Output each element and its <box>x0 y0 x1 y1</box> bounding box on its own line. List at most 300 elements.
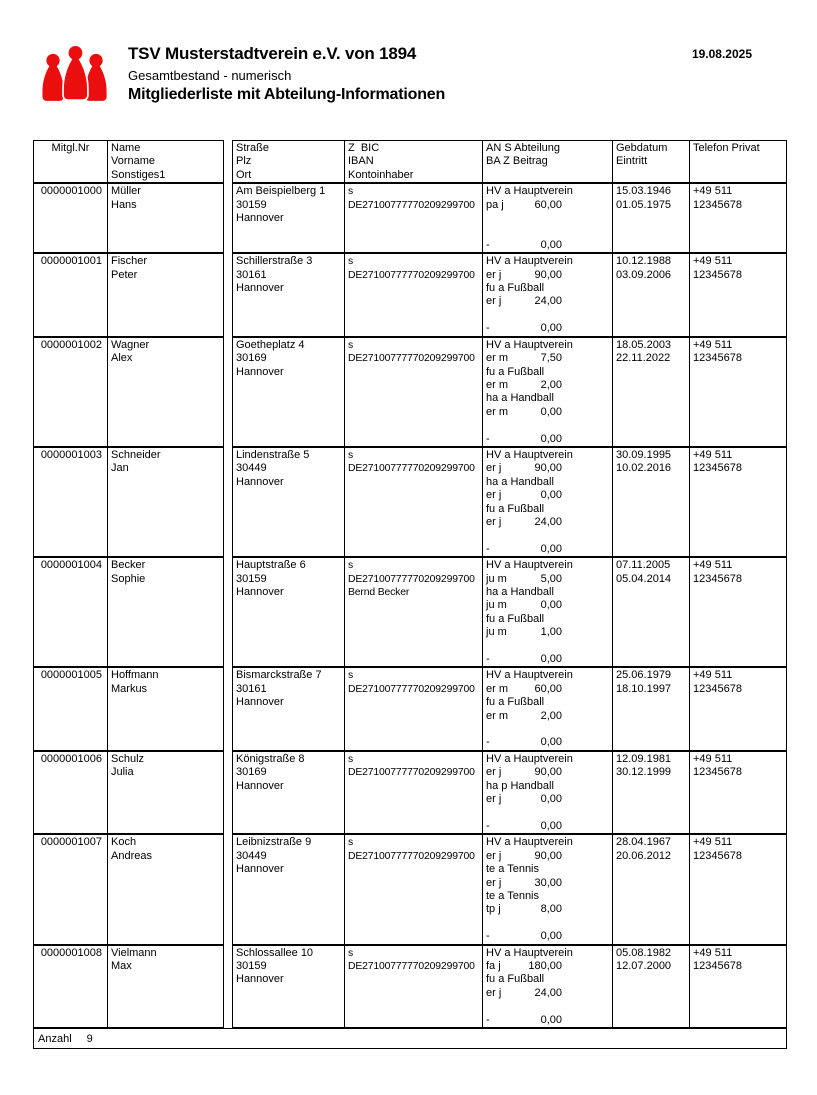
abteilung-line <box>486 820 609 833</box>
text-line <box>486 1000 609 1013</box>
text-line: DE27100777770209299700 <box>348 850 475 862</box>
abteilung-code: er m <box>486 378 508 391</box>
table-row <box>33 945 787 1028</box>
cell-name <box>107 184 223 252</box>
row-box-right <box>232 557 787 667</box>
row-box-left <box>33 667 224 750</box>
cell-name <box>107 946 223 1027</box>
text-line: Becker <box>111 559 146 572</box>
text-line: 25.06.1979 <box>616 669 672 682</box>
column-gap <box>224 834 232 944</box>
abteilung-line <box>486 850 609 863</box>
abteilung-amount: 0,00 <box>540 489 562 502</box>
cell-abteilung <box>482 946 612 1027</box>
text-line: 0000001007 <box>40 836 102 849</box>
text-line: Hoffmann <box>111 669 159 682</box>
abteilung-line <box>486 352 609 365</box>
cell-dates <box>612 835 689 943</box>
report-subtitle: Gesamtbestand - numerisch <box>128 68 292 83</box>
text-line <box>486 723 609 736</box>
abteilung-code: - <box>486 542 490 555</box>
abteilung-amount: 0,00 <box>540 238 562 251</box>
anzahl-label: Anzahl <box>38 1033 72 1045</box>
abteilung-amount: 2,00 <box>540 378 562 391</box>
column-gap <box>224 667 232 750</box>
row-box-left <box>33 253 224 336</box>
cell-bank <box>344 558 482 666</box>
text-line: 0000001000 <box>40 185 102 198</box>
row-box-left <box>33 337 224 447</box>
abteilung-amount: 7,50 <box>540 352 562 365</box>
cell-phone <box>689 254 786 335</box>
abteilung-amount: 60,00 <box>534 682 562 695</box>
abteilung-code: er j <box>486 489 502 502</box>
text-line: Telefon Privat <box>693 142 760 154</box>
cell-dates <box>612 668 689 749</box>
row-box-left <box>33 557 224 667</box>
text-line: Hannover <box>236 586 284 598</box>
text-line: Mitgl.Nr <box>51 142 90 154</box>
cell-phone <box>689 946 786 1027</box>
table-row <box>33 557 787 667</box>
abteilung-line <box>486 199 609 212</box>
text-line: 10.02.2016 <box>616 462 672 475</box>
text-line: 12345678 <box>693 766 742 779</box>
abteilung-code: er m <box>486 682 508 695</box>
abteilung-amount: 0,00 <box>540 930 562 943</box>
row-box-left <box>33 945 224 1028</box>
abteilung-amount: 2,00 <box>540 709 562 722</box>
text-line: 0000001003 <box>40 448 102 461</box>
text-line: +49 511 <box>693 946 733 959</box>
cell-mitglnr <box>34 558 107 666</box>
text-line: Alex <box>111 352 133 365</box>
abteilung-line <box>486 322 609 335</box>
cell-name <box>107 338 223 446</box>
cell-dates <box>612 184 689 252</box>
text-line: s <box>348 560 354 572</box>
text-line: 30159 <box>236 959 267 972</box>
abteilung-line <box>486 987 609 1000</box>
text-line: 12345678 <box>693 268 742 281</box>
text-line: Ort <box>236 168 252 181</box>
abteilung-code: er j <box>486 295 502 308</box>
text-line: ha a Handball <box>486 586 554 598</box>
text-line: ha p Handball <box>486 779 554 792</box>
text-line <box>486 529 609 542</box>
text-line: Z BIC <box>348 142 380 154</box>
abteilung-amount: 0,00 <box>540 542 562 555</box>
cell-phone <box>689 668 786 749</box>
text-line: +49 511 <box>693 559 733 572</box>
abteilung-line <box>486 736 609 749</box>
text-line: Andreas <box>111 849 152 862</box>
abteilung-amount: 90,00 <box>534 766 562 779</box>
member-table <box>33 140 787 1049</box>
text-line: s <box>348 670 354 682</box>
abteilung-amount: 0,00 <box>540 819 562 832</box>
text-line: 12345678 <box>693 572 742 585</box>
text-line: te a Tennis <box>486 863 540 876</box>
text-line: Lindenstraße 5 <box>236 448 310 461</box>
text-line: 15.03.1946 <box>616 185 672 198</box>
anzahl-value: 9 <box>86 1033 93 1045</box>
text-line: s <box>348 753 354 765</box>
cell-address <box>233 338 344 446</box>
cell-address <box>233 752 344 833</box>
row-box-right <box>232 447 787 557</box>
abteilung-line <box>486 960 609 973</box>
text-line: +49 511 <box>693 448 733 461</box>
table-row <box>33 337 787 447</box>
text-line: 0000001006 <box>40 752 102 765</box>
text-line: fu a Fußball <box>486 973 545 986</box>
abteilung-amount: 0,00 <box>540 793 562 806</box>
text-line: 01.05.1975 <box>616 198 672 211</box>
cell-bank <box>344 338 482 446</box>
abteilung-line <box>486 379 609 392</box>
abteilung-code: ju m <box>486 626 507 639</box>
text-line: AN S Abteilung <box>486 142 560 154</box>
cell-dates <box>612 338 689 446</box>
text-line: Markus <box>111 682 148 695</box>
text-line: IBAN <box>348 155 374 168</box>
cell-phone <box>689 448 786 556</box>
text-line <box>486 225 609 238</box>
text-line: DE27100777770209299700 <box>348 463 475 475</box>
text-line: 30161 <box>236 268 267 281</box>
text-line: Eintritt <box>616 155 648 168</box>
cell-name <box>107 254 223 335</box>
abteilung-amount: 90,00 <box>534 268 562 281</box>
abteilung-code: tp j <box>486 903 501 916</box>
abteilung-line <box>486 599 609 612</box>
cell-mitglnr <box>34 254 107 335</box>
text-line: 18.05.2003 <box>616 338 672 351</box>
abteilung-amount: 0,00 <box>540 1013 562 1026</box>
text-line: Schlossallee 10 <box>236 946 314 959</box>
text-line: 05.08.1982 <box>616 946 672 959</box>
cell-phone <box>689 752 786 833</box>
cell-address <box>233 448 344 556</box>
abteilung-amount: 0,00 <box>540 653 562 666</box>
col-header-bank <box>344 141 482 182</box>
cell-bank <box>344 184 482 252</box>
cell-phone <box>689 835 786 943</box>
cell-abteilung <box>482 558 612 666</box>
text-line: Gebdatum <box>616 142 668 154</box>
abteilung-line <box>486 710 609 723</box>
row-box-right <box>232 183 787 253</box>
header-box-right <box>232 140 787 183</box>
cell-address <box>233 835 344 943</box>
abteilung-code: - <box>486 736 490 749</box>
text-line: Hauptstraße 6 <box>236 559 306 572</box>
abteilung-amount: 0,00 <box>540 322 562 335</box>
text-line: +49 511 <box>693 255 733 268</box>
abteilung-line <box>486 489 609 502</box>
row-box-left <box>33 447 224 557</box>
row-box-left <box>33 183 224 253</box>
text-line: DE27100777770209299700 <box>348 269 475 281</box>
row-box-right <box>232 751 787 834</box>
abteilung-line <box>486 406 609 419</box>
text-line: DE27100777770209299700 <box>348 199 475 211</box>
abteilung-code: er j <box>486 876 502 889</box>
text-line: 0000001001 <box>40 255 102 268</box>
abteilung-amount: 30,00 <box>534 876 562 889</box>
text-line: Hannover <box>236 696 284 709</box>
text-line: HV a Hauptverein <box>486 752 573 765</box>
abteilung-line <box>486 269 609 282</box>
text-line: Hannover <box>236 863 284 876</box>
text-line: Kontoinhaber <box>348 168 414 181</box>
text-line: +49 511 <box>693 836 733 849</box>
cell-abteilung <box>482 338 612 446</box>
cell-address <box>233 946 344 1027</box>
text-line: s <box>348 449 354 461</box>
text-line: +49 511 <box>693 752 733 765</box>
header-box-left <box>33 140 224 183</box>
abteilung-amount: 0,00 <box>540 736 562 749</box>
text-line: 30159 <box>236 572 267 585</box>
text-line: fu a Fußball <box>486 696 545 709</box>
text-line: ha a Handball <box>486 392 554 405</box>
table-row <box>33 253 787 336</box>
abteilung-code: fa j <box>486 959 501 972</box>
text-line: Schulz <box>111 752 145 765</box>
text-line: 07.11.2005 <box>616 559 671 572</box>
cell-dates <box>612 946 689 1027</box>
abteilung-code: er j <box>486 462 502 475</box>
text-line: 20.06.2012 <box>616 849 672 862</box>
cell-dates <box>612 448 689 556</box>
cell-dates <box>612 752 689 833</box>
logo-figure-center <box>63 45 88 100</box>
text-line: te a Tennis <box>486 889 540 902</box>
abteilung-amount: 24,00 <box>534 295 562 308</box>
column-gap <box>224 183 232 253</box>
logo-figure-left <box>42 54 63 101</box>
report-list-title: Mitgliederliste mit Abteilung-Informationen <box>128 86 446 103</box>
abteilung-amount: 5,00 <box>540 572 562 585</box>
col-header-abteilung <box>482 141 612 182</box>
row-box-right <box>232 945 787 1028</box>
text-line: s <box>348 837 354 849</box>
abteilung-code: er m <box>486 352 508 365</box>
abteilung-line <box>486 1014 609 1027</box>
text-line: Vielmann <box>111 946 157 959</box>
abteilung-code: - <box>486 930 490 943</box>
text-line: HV a Hauptverein <box>486 946 573 959</box>
text-line: HV a Hauptverein <box>486 836 573 849</box>
text-line: DE27100777770209299700 <box>348 767 475 779</box>
text-line: Bismarckstraße 7 <box>236 669 322 682</box>
cell-name <box>107 668 223 749</box>
text-line: +49 511 <box>693 669 733 682</box>
text-line: Vorname <box>111 155 156 168</box>
cell-bank <box>344 752 482 833</box>
text-line: Goetheplatz 4 <box>236 338 305 351</box>
cell-mitglnr <box>34 946 107 1027</box>
anzahl-box <box>33 1028 787 1049</box>
text-line: BA Z Beitrag <box>486 155 548 168</box>
cell-mitglnr <box>34 184 107 252</box>
text-line: 30449 <box>236 849 267 862</box>
text-line: Wagner <box>111 338 150 351</box>
cell-abteilung <box>482 184 612 252</box>
text-line: Hannover <box>236 282 284 295</box>
abteilung-line <box>486 683 609 696</box>
abteilung-amount: 90,00 <box>534 849 562 862</box>
text-line: 12.09.1981 <box>616 752 672 765</box>
abteilung-amount: 180,00 <box>528 959 562 972</box>
cell-mitglnr <box>34 668 107 749</box>
text-line: 30.09.1995 <box>616 448 672 461</box>
cell-phone <box>689 338 786 446</box>
abteilung-line <box>486 793 609 806</box>
cell-abteilung <box>482 254 612 335</box>
text-line: HV a Hauptverein <box>486 669 573 682</box>
text-line: Straße <box>236 142 270 154</box>
text-line: +49 511 <box>693 185 733 198</box>
text-line: 03.09.2006 <box>616 268 672 281</box>
abteilung-amount: 24,00 <box>534 515 562 528</box>
column-gap <box>224 557 232 667</box>
cell-dates <box>612 254 689 335</box>
cell-name <box>107 752 223 833</box>
text-line: Julia <box>111 766 134 779</box>
abteilung-code: - <box>486 1013 490 1026</box>
report-header <box>128 43 445 105</box>
abteilung-code: er j <box>486 986 502 999</box>
text-line <box>486 917 609 930</box>
abteilung-code: - <box>486 322 490 335</box>
text-line: HV a Hauptverein <box>486 448 573 461</box>
text-line <box>486 419 609 432</box>
col-header-address <box>233 141 344 182</box>
cell-name <box>107 558 223 666</box>
abteilung-code: - <box>486 432 490 445</box>
abteilung-amount: 60,00 <box>534 198 562 211</box>
abteilung-line <box>486 516 609 529</box>
abteilung-line <box>486 295 609 308</box>
report-date: 19.08.2025 <box>691 47 752 61</box>
text-line: Müller <box>111 185 141 198</box>
text-line: 0000001004 <box>40 559 102 572</box>
column-gap <box>224 751 232 834</box>
column-gap <box>224 447 232 557</box>
text-line: Plz <box>236 155 252 168</box>
abteilung-line <box>486 930 609 943</box>
cell-mitglnr <box>34 338 107 446</box>
text-line: Jan <box>111 462 129 475</box>
text-line: 0000001008 <box>40 946 102 959</box>
text-line: Hannover <box>236 779 284 792</box>
text-line: Sophie <box>111 572 146 585</box>
table-row <box>33 834 787 944</box>
text-line: fu a Fußball <box>486 502 545 515</box>
text-line: Hannover <box>236 475 284 488</box>
text-line: 12345678 <box>693 352 742 365</box>
abteilung-code: ju m <box>486 572 507 585</box>
text-line: HV a Hauptverein <box>486 559 573 572</box>
text-line: 12345678 <box>693 959 742 972</box>
abteilung-code: er j <box>486 515 502 528</box>
text-line: Fischer <box>111 255 148 268</box>
cell-dates <box>612 558 689 666</box>
text-line: fu a Fußball <box>486 612 545 625</box>
text-line: 05.04.2014 <box>616 572 672 585</box>
cell-mitglnr <box>34 835 107 943</box>
abteilung-amount: 0,00 <box>540 599 562 612</box>
row-box-right <box>232 834 787 944</box>
text-line: Schneider <box>111 448 161 461</box>
table-row <box>33 183 787 253</box>
text-line: Peter <box>111 268 138 281</box>
row-box-left <box>33 751 224 834</box>
abteilung-amount: 24,00 <box>534 986 562 999</box>
text-line: Hannover <box>236 212 284 225</box>
text-line: 30169 <box>236 352 267 365</box>
club-logo-icon <box>42 44 110 106</box>
text-line: +49 511 <box>693 338 733 351</box>
text-line: s <box>348 947 354 959</box>
cell-abteilung <box>482 668 612 749</box>
cell-bank <box>344 448 482 556</box>
row-box-right <box>232 253 787 336</box>
row-box-right <box>232 667 787 750</box>
text-line <box>486 309 609 322</box>
abteilung-code: er m <box>486 405 508 418</box>
text-line: DE27100777770209299700 <box>348 573 475 585</box>
abteilung-line <box>486 626 609 639</box>
text-line: 0000001005 <box>40 669 102 682</box>
text-line <box>486 212 609 225</box>
text-line <box>486 807 609 820</box>
abteilung-code: er j <box>486 766 502 779</box>
column-gap <box>224 945 232 1028</box>
text-line: 12345678 <box>693 462 742 475</box>
text-line: Sonstiges1 <box>111 168 166 181</box>
text-line: Koch <box>111 836 137 849</box>
cell-abteilung <box>482 752 612 833</box>
abteilung-amount: 8,00 <box>540 903 562 916</box>
col-header-phone <box>689 141 786 182</box>
text-line: DE27100777770209299700 <box>348 353 475 365</box>
abteilung-line <box>486 462 609 475</box>
abteilung-line <box>486 543 609 556</box>
text-line: 30159 <box>236 198 267 211</box>
cell-bank <box>344 946 482 1027</box>
text-line: 10.12.1988 <box>616 255 672 268</box>
cell-phone <box>689 558 786 666</box>
abteilung-code: - <box>486 238 490 251</box>
abteilung-code: er m <box>486 709 508 722</box>
text-line: 28.04.1967 <box>616 836 672 849</box>
cell-mitglnr <box>34 448 107 556</box>
cell-mitglnr <box>34 752 107 833</box>
abteilung-code: - <box>486 819 490 832</box>
text-line: Max <box>111 959 132 972</box>
table-row <box>33 751 787 834</box>
row-box-left <box>33 834 224 944</box>
text-line: Am Beispielberg 1 <box>236 185 326 198</box>
abteilung-code: pa j <box>486 198 504 211</box>
abteilung-code: ju m <box>486 599 507 612</box>
text-line: HV a Hauptverein <box>486 255 573 268</box>
abteilung-line <box>486 573 609 586</box>
